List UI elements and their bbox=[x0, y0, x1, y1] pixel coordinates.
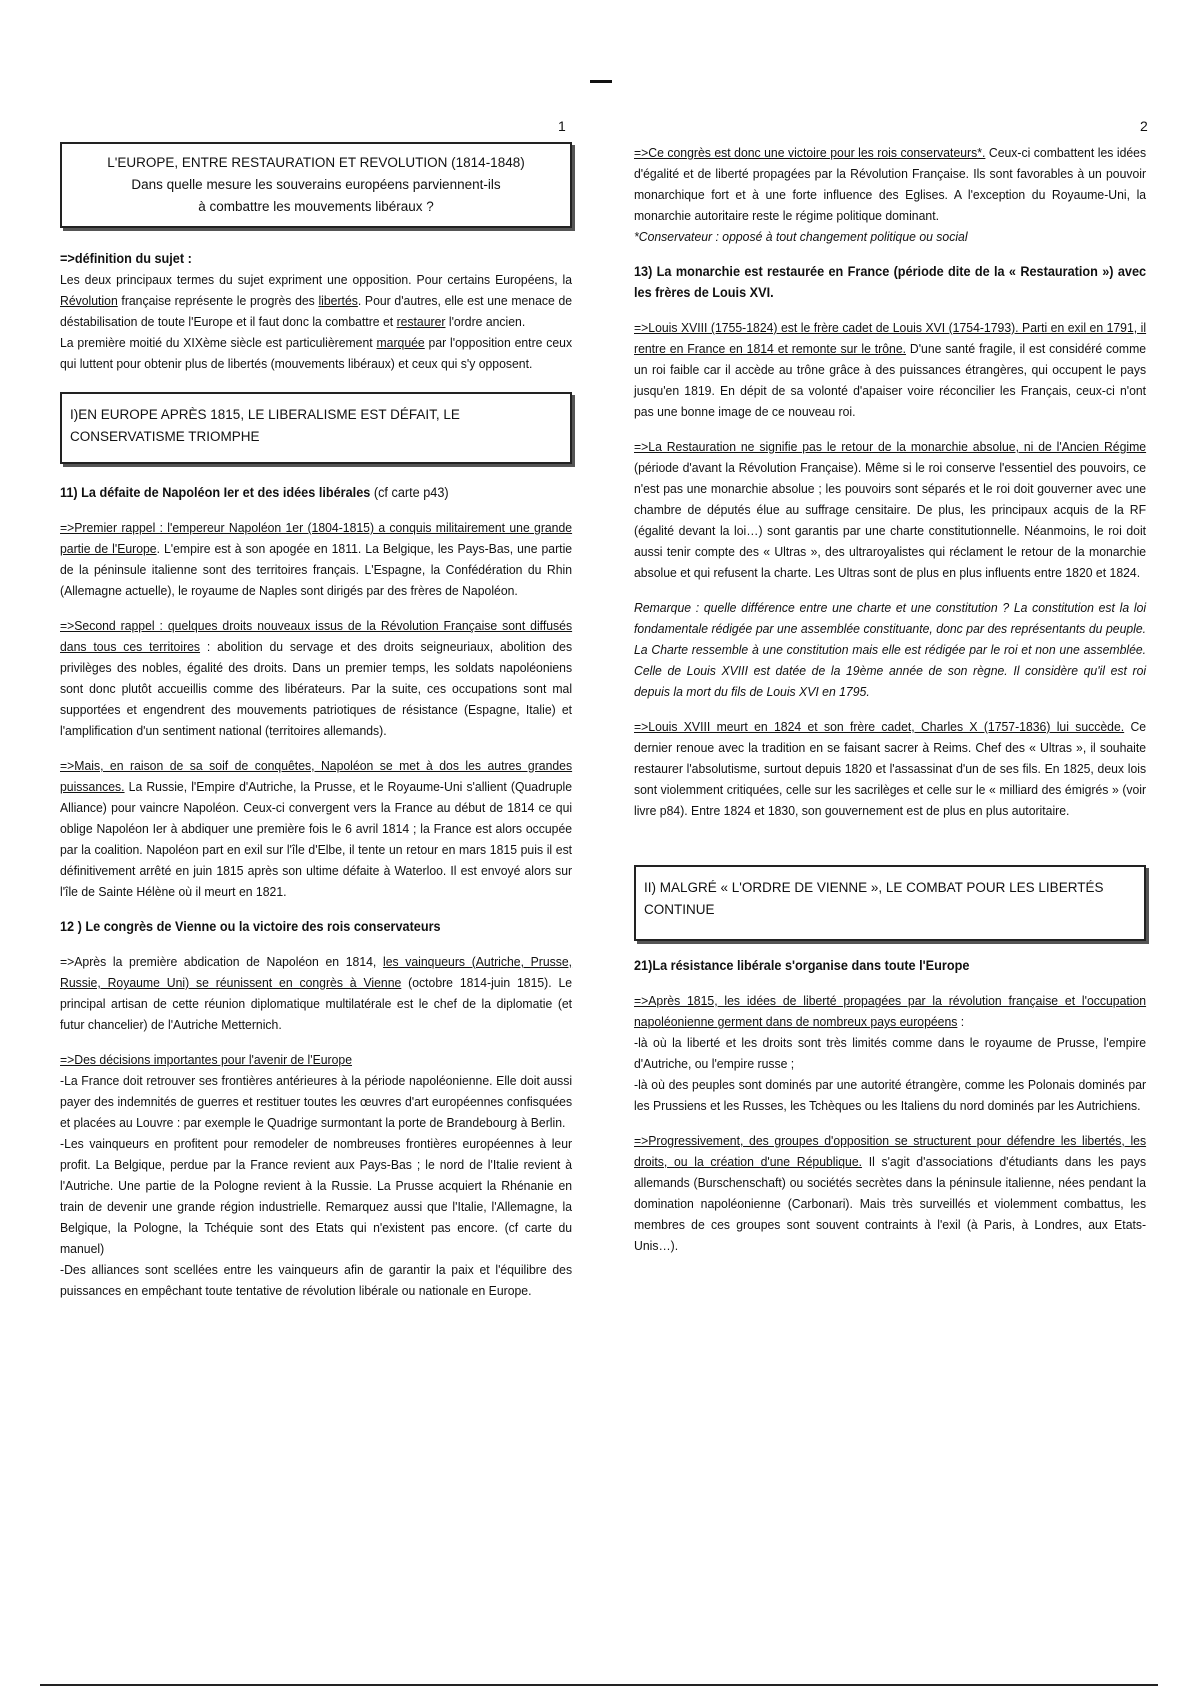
conservateur-note: *Conservateur : opposé à tout changement politique ou social bbox=[634, 229, 968, 244]
part1-title-box bbox=[60, 392, 572, 464]
section-21-item-2: -là où des peuples sont dominés par une autorité étrangère, comme les Polonais dominés par les Prussiens et les Russes, les Tchèques ou les Italiens du nord dominés par les Autrichiens. bbox=[634, 1077, 1147, 1113]
title-line-1: L'EUROPE, ENTRE RESTAURATION ET REVOLUTION (1814-1848) bbox=[107, 155, 525, 170]
section-12-item-1: -La France doit retrouver ses frontières antérieures à la période napoléonienne. Elle doit aussi payer des indemnités de guerres et restituer toutes les œuvres d'art européennes confisquées et placées au Louvre : par exemple le Quadrige surmontant la porte de Brandebourg à Berlin. bbox=[60, 1073, 573, 1130]
bottom-rule bbox=[40, 1684, 1158, 1686]
section-13-paragraph-3: =>Louis XVIII meurt en 1824 et son frère cadet, Charles X (1757-1836) lui succède. Ce dernier renoue avec la tradition en se faisant sacrer à Reims. Chef des « Ultras », il souhaite restaurer l'absolutisme, surtout depuis 1820 et l'assassinat d'un de ses fils. En 1825, deux lois sont violemment critiquées, celle sur les sacrilèges et celle sur le « milliard des émigrés » (voir livre p84). Entre 1824 et 1830, son gouvernement est de plus en plus autoritaire. bbox=[634, 719, 1147, 818]
section-11-paragraph-1: =>Premier rappel : l'empereur Napoléon 1er (1804-1815) a conquis militairement une grande partie de l'Europe. L'empire est à son apogée en 1811. La Belgique, les Pays-Bas, une partie de la péninsule italienne sont des territoires français. L'Espagne, la Confédération du Rhin (Allemagne actuelle), le royaume de Naples sont dirigés par des frères de Napoléon. bbox=[60, 520, 573, 598]
section-11-paragraph-2: =>Second rappel : quelques droits nouveaux issus de la Révolution Française sont diffusés dans tous ces territoires : abolition du servage et des droits seigneuriaux, abolition des privilèges des nobles, égalité des droits. Dans un premier temps, les soldats napoléoniens sont donc plutôt accueillis comme des libérateurs. Par la suite, ces occupations sont mal supportées et engendrent des mouvements patriotiques de résistance (Espagne, Italie) et l'amplification d'un sentiment national (territoires allemands). bbox=[60, 618, 573, 738]
page-number-2: 2 bbox=[1140, 118, 1148, 134]
section-13-paragraph-1: =>Louis XVIII (1755-1824) est le frère cadet de Louis XVI (1754-1793). Parti en exil en 1791, il rentre en France en 1814 et remonte sur le trône. D'une santé fragile, il est considéré comme un roi faible car il accède au trône grâce à des puissances étrangères, qui occupent le pays jusqu'en 1819. En dépit de sa volonté d'apaiser voire réconcilier les Français, ceux-ci n'ont pas une bonne image de ce nouveau roi. bbox=[634, 320, 1147, 419]
part1-title: I)EN EUROPE APRÈS 1815, LE LIBERALISME EST DÉFAIT, LE CONSERVATISME TRIOMPHE bbox=[70, 407, 460, 444]
left-column bbox=[60, 142, 572, 1301]
section-21-item-1: -là où la liberté et les droits sont très limités comme dans le royaume de Prusse, l'empire d'Autriche, ou l'empire russe ; bbox=[634, 1035, 1147, 1071]
section-11-paragraph-3: =>Mais, en raison de sa soif de conquêtes, Napoléon se met à dos les autres grandes puissances. La Russie, l'Empire d'Autriche, la Prusse, et le Royaume-Uni s'allient (Quadruple Alliance) pour vaincre Napoléon. Ceux-ci convergent vers la France au début de 1814 ce qui oblige Napoléon Ier à abdiquer une première fois le 6 avril 1814 ; la France est alors occupée par la coalition. Napoléon part en exil sur l'île d'Elbe, il tente un retour en mars 1815 puis il est définitivement arrêté en juin 1815 après son ultime défaite à Waterloo. Il est envoyé alors sur l'île de Sainte Hélène où il meurt en 1821. bbox=[60, 758, 573, 899]
section-12-continued-paragraph: =>Ce congrès est donc une victoire pour les rois conservateurs*. Ceux-ci combattent les idées d'égalité et de liberté propagées par la Révolution Française. Ils sont favorables à un pouvoir monarchique fort et à une forte influence des Eglises. A l'exception du Royaume-Uni, la monarchie autoritaire reste le régime politique dominant. bbox=[634, 145, 1147, 223]
section-13-remark: Remarque : quelle différence entre une charte et une constitution ? La constitution est la loi fondamentale rédigée par une assemblée constituante, donc par des représentants du peuple. La Charte ressemble à une constitution mais elle est rédigée par le roi et non une assemblée. Celle de Louis XVIII est datée de la 19ème année de son règne. Il considère qu'il est roi depuis la mort du fils de Louis XVI en 1795. bbox=[634, 600, 1147, 699]
section-21-heading: 21)La résistance libérale s'organise dans toute l'Europe bbox=[634, 958, 970, 973]
part2-title-box bbox=[634, 865, 1146, 941]
section-12-paragraph-1: =>Après la première abdication de Napoléon en 1814, les vainqueurs (Autriche, Prusse, Russie, Royaume Uni) se réunissent en congrès à Vienne (octobre 1814-juin 1815). Le principal artisan de cette réunion diplomatique multilatérale est le chef de la diplomatie (et futur chancelier) de l'Autriche Metternich. bbox=[60, 954, 573, 1032]
section-12-item-2: -Les vainqueurs en profitent pour remodeler de nombreuses frontières européennes à leur profit. La Belgique, perdue par la France revient aux Pays-Bas ; le nord de l'Italie revient à l'Autriche. Une partie de la Pologne revient à la Russie. La Prusse acquiert la Rhénanie en train de devenir une grande région industrielle. Remarquez aussi que l'Italie, l'Allemagne, la Belgique, la Pologne, la Tchéquie sont des Etats qui n'existent pas encore. (cf carte du manuel) bbox=[60, 1136, 573, 1256]
title-line-3: à combattre les mouvements libéraux ? bbox=[198, 199, 434, 214]
definition-paragraph-1: Les deux principaux termes du sujet expriment une opposition. Pour certains Européens, la Révolution française représente le progrès des libertés. Pour d'autres, elle est une menace de déstabilisation de toute l'Europe et il faut donc la combattre et restaurer l'ordre ancien. bbox=[60, 272, 573, 329]
section-13-paragraph-2: =>La Restauration ne signifie pas le retour de la monarchie absolue, ni de l'Ancien Régime (période d'avant la Révolution Française). Même si le roi conserve l'essentiel des pouvoirs, ce n'est pas une monarchie absolue ; les pouvoirs sont séparés et le roi doit gouverner avec une chambre de députés élue au suffrage censitaire. De plus, les principaux acquis de la RF (égalité devant la loi…) sont garantis par une charte constitutionnelle. Néanmoins, le roi doit aussi tenir compte des « Ultras », des ultraroyalistes qui réclament le retour de la monarchie absolue et qui refusent la charte. Les Ultras sont de plus en plus influents entre 1820 et 1824. bbox=[634, 439, 1147, 580]
part2-title: II) MALGRÉ « L'ORDRE DE VIENNE », LE COMBAT POUR LES LIBERTÉS CONTINUE bbox=[644, 880, 1104, 917]
section-21-paragraph-1: =>Après 1815, les idées de liberté propagées par la révolution française et l'occupation napoléonienne germent dans de nombreux pays européens : bbox=[634, 993, 1147, 1029]
title-line-2: Dans quelle mesure les souverains européens parviennent-ils bbox=[131, 177, 501, 192]
top-dash bbox=[590, 80, 612, 83]
definition-heading: =>définition du sujet : bbox=[60, 251, 192, 266]
page-number-1: 1 bbox=[558, 118, 566, 134]
section-12-decisions-heading: =>Des décisions importantes pour l'avenir de l'Europe bbox=[60, 1052, 353, 1067]
title-box bbox=[60, 142, 572, 228]
section-12-heading: 12 ) Le congrès de Vienne ou la victoire des rois conservateurs bbox=[60, 919, 441, 934]
section-13-heading: 13) La monarchie est restaurée en France (période dite de la « Restauration ») avec les frères de Louis XVI. bbox=[634, 264, 1147, 300]
section-11-heading: 11) La défaite de Napoléon Ier et des idées libérales (cf carte p43) bbox=[60, 485, 449, 500]
right-column bbox=[634, 142, 1146, 1256]
section-21-paragraph-2: =>Progressivement, des groupes d'opposition se structurent pour défendre les libertés, les droits, ou la création d'une République. Il s'agit d'associations d'étudiants dans les pays allemands (Burschenschaft) ou sociétés secrètes dans la péninsule italienne, nées pendant la domination napoléonienne (Carbonari). Mais très surveillés et violemment combattus, les membres de ces groupes sont souvent contraints à l'exil (à Paris, à Londres, aux Etats-Unis…). bbox=[634, 1133, 1147, 1253]
definition-paragraph-2: La première moitié du XIXème siècle est particulièrement marquée par l'opposition entre ceux qui luttent pour obtenir plus de libertés (mouvements libéraux) et ceux qui s'y opposent. bbox=[60, 335, 573, 371]
section-12-item-3: -Des alliances sont scellées entre les vainqueurs afin de garantir la paix et l'équilibre des puissances en empêchant toute tentative de révolution libérale ou nationale en Europe. bbox=[60, 1262, 573, 1298]
